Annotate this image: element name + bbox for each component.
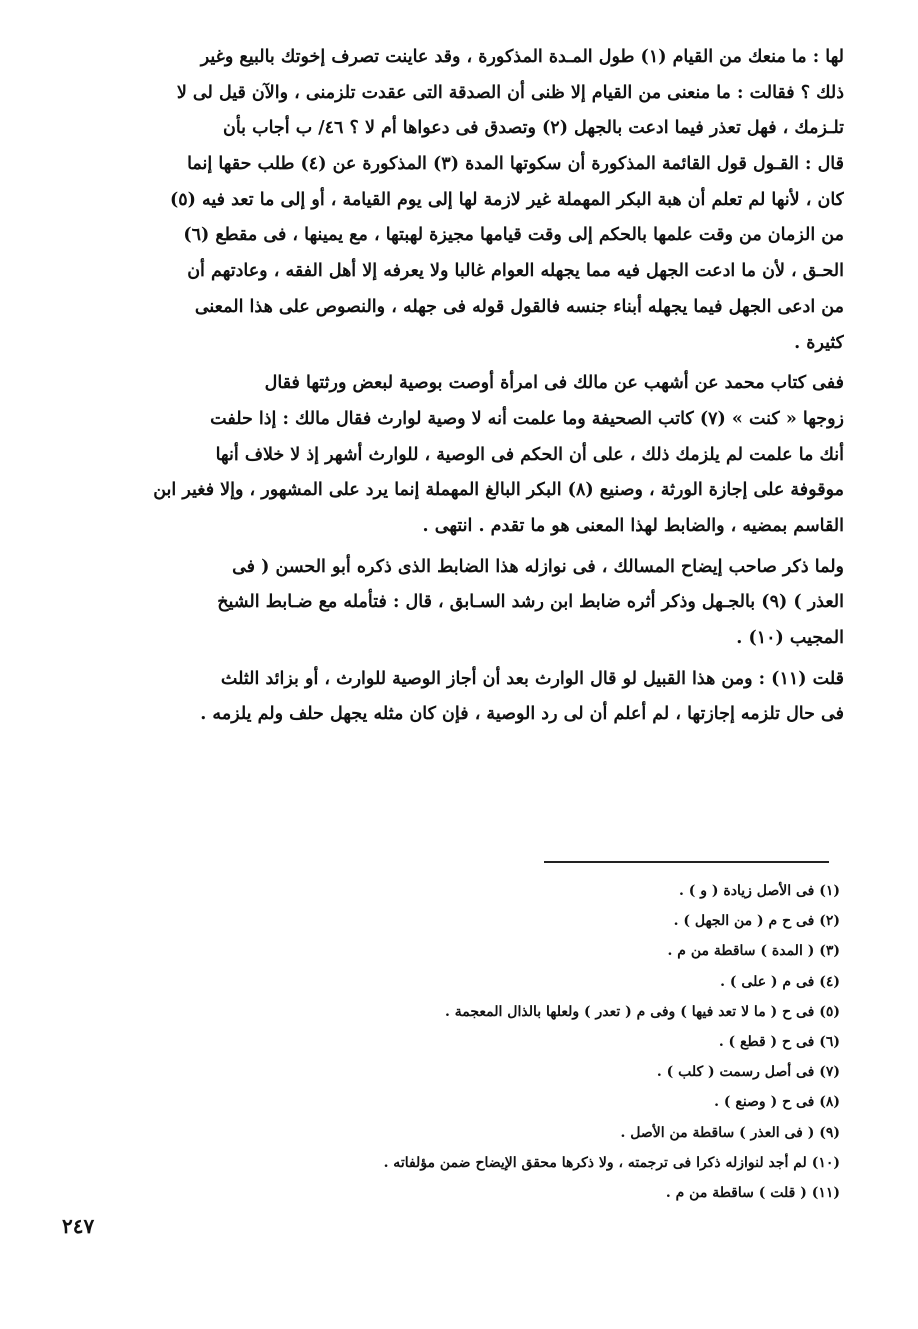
- footnote: (٢) فى ح م ( من الجهل ) .: [673, 913, 840, 930]
- text-line: الحـق ، لأن ما ادعت الجهل فيه مما يجهله العوام غالبا ولا يعرفه إلا أهل الفقه ، وعادتهم أن: [187, 261, 844, 282]
- footnote: (١) فى الأصل زيادة ( و ) .: [679, 883, 840, 899]
- text-line: ولما ذكر صاحب إيضاح المسالك ، فى نوازله هذا الضابط الذى ذكره أبو الحسن ( فى: [232, 556, 844, 577]
- text-line: موقوفة على إجازة الورثة ، وصنيع (٨) البكر البالغ المهملة إنما يرد على المشهور ، وإلا فغير ابن: [153, 480, 844, 501]
- text-line: من الزمان من وقت علمها بالحكم إلى وقت قيامها مجيزة لهبتها ، مع يمينها ، فى مقطع (٦): [183, 225, 844, 246]
- footnote-separator: [544, 861, 829, 863]
- text-line: العذر ) (٩) بالجـهل وذكر أثره ضابط ابن رشد السـابق ، قال : فتأمله مع ضـابط الشيخ: [217, 592, 844, 613]
- text-line: كان ، لأنها لم تعلم أن هبة البكر المهملة غير لازمة لها إلى يوم القيامة ، أو إلى ما تعد فيه (٥): [169, 189, 844, 210]
- footnote: (٨) فى ح ( وصنع ) .: [714, 1094, 840, 1111]
- text-line: قلت (١١) : ومن هذا القبيل لو قال الوارث بعد أن أجاز الوصية للوارث ، أو بزائد الثلث: [220, 668, 844, 689]
- text-line: لها : ما منعك من القيام (١) طول المـدة المذكورة ، وقد عاينت تصرف إخوتك بالبيع وغير: [200, 47, 844, 67]
- footnote: (٩) ( فى العذر ) ساقطة من الأصل .: [620, 1124, 840, 1141]
- footnote: (٦) فى ح ( قطع ) .: [718, 1034, 840, 1051]
- footnote: (١٠) لم أجد لنوازله ذكرا فى ترجمته ، ولا ذكرها محقق الإيضاح ضمن مؤلفاته .: [383, 1154, 840, 1171]
- text-line: قال : القـول قول القائمة المذكورة أن سكوتها المدة (٣) المذكورة عن (٤) طلب حقها إنما: [187, 154, 844, 175]
- footnote: (٧) فى أصل رسمت ( كلب ) .: [656, 1064, 840, 1081]
- footnote: (٣) ( المدة ) ساقطة من م .: [667, 943, 840, 960]
- footnote: (٥) فى ح ( ما لا تعد فيها ) وفى م ( تعدر ) ولعلها بالذال المعجمة .: [445, 1003, 840, 1020]
- footnote: (١١) ( قلت ) ساقطة من م .: [665, 1185, 840, 1202]
- text-line: من ادعى الجهل فيما يجهله أبناء جنسه فالقول قوله فى جهله ، والنصوص على هذا المعنى: [194, 296, 844, 317]
- text-line: القاسم بمضيه ، والضابط لهذا المعنى هو ما تقدم . انتهى .: [422, 515, 844, 536]
- text-line: كثيرة .: [794, 332, 844, 353]
- footnote: (٤) فى م ( على ) .: [720, 973, 840, 990]
- text-line: ذلك ؟ فقالت : ما منعنى من القيام إلا ظنى أن الصدقة التى عقدت تلزمنى ، والآن قيل لى لا: [176, 82, 844, 103]
- text-line: ففى كتاب محمد عن أشهب عن مالك فى امرأة أوصت بوصية لبعض ورثتها فقال: [264, 373, 844, 394]
- page-number: ٢٤٧: [62, 1214, 95, 1238]
- text-line: المجيب (١٠) .: [736, 628, 844, 648]
- text-line: تلـزمك ، فهل تعذر فيما ادعت بالجهل (٢) وتصدق فى دعواها أم لا ؟ ٤٦/ ب أجاب بأن: [222, 118, 844, 139]
- text-line: فى حال تلزمه إجازتها ، لم أعلم أن لى رد الوصية ، فإن كان مثله يجهل حلف ولم يلزمه .: [200, 704, 844, 725]
- text-line: زوجها « كنت » (٧) كاتب الصحيفة وما علمت أنه لا وصية لوارث فقال مالك : إذا حلفت: [210, 408, 844, 429]
- footnotes: [60, 876, 840, 1208]
- main-text: [66, 40, 844, 733]
- text-line: أنك ما علمت لم يلزمك ذلك ، على أن الحكم فى الوصية ، للوارث أشهر إذ لا خلاف أنها: [215, 444, 844, 465]
